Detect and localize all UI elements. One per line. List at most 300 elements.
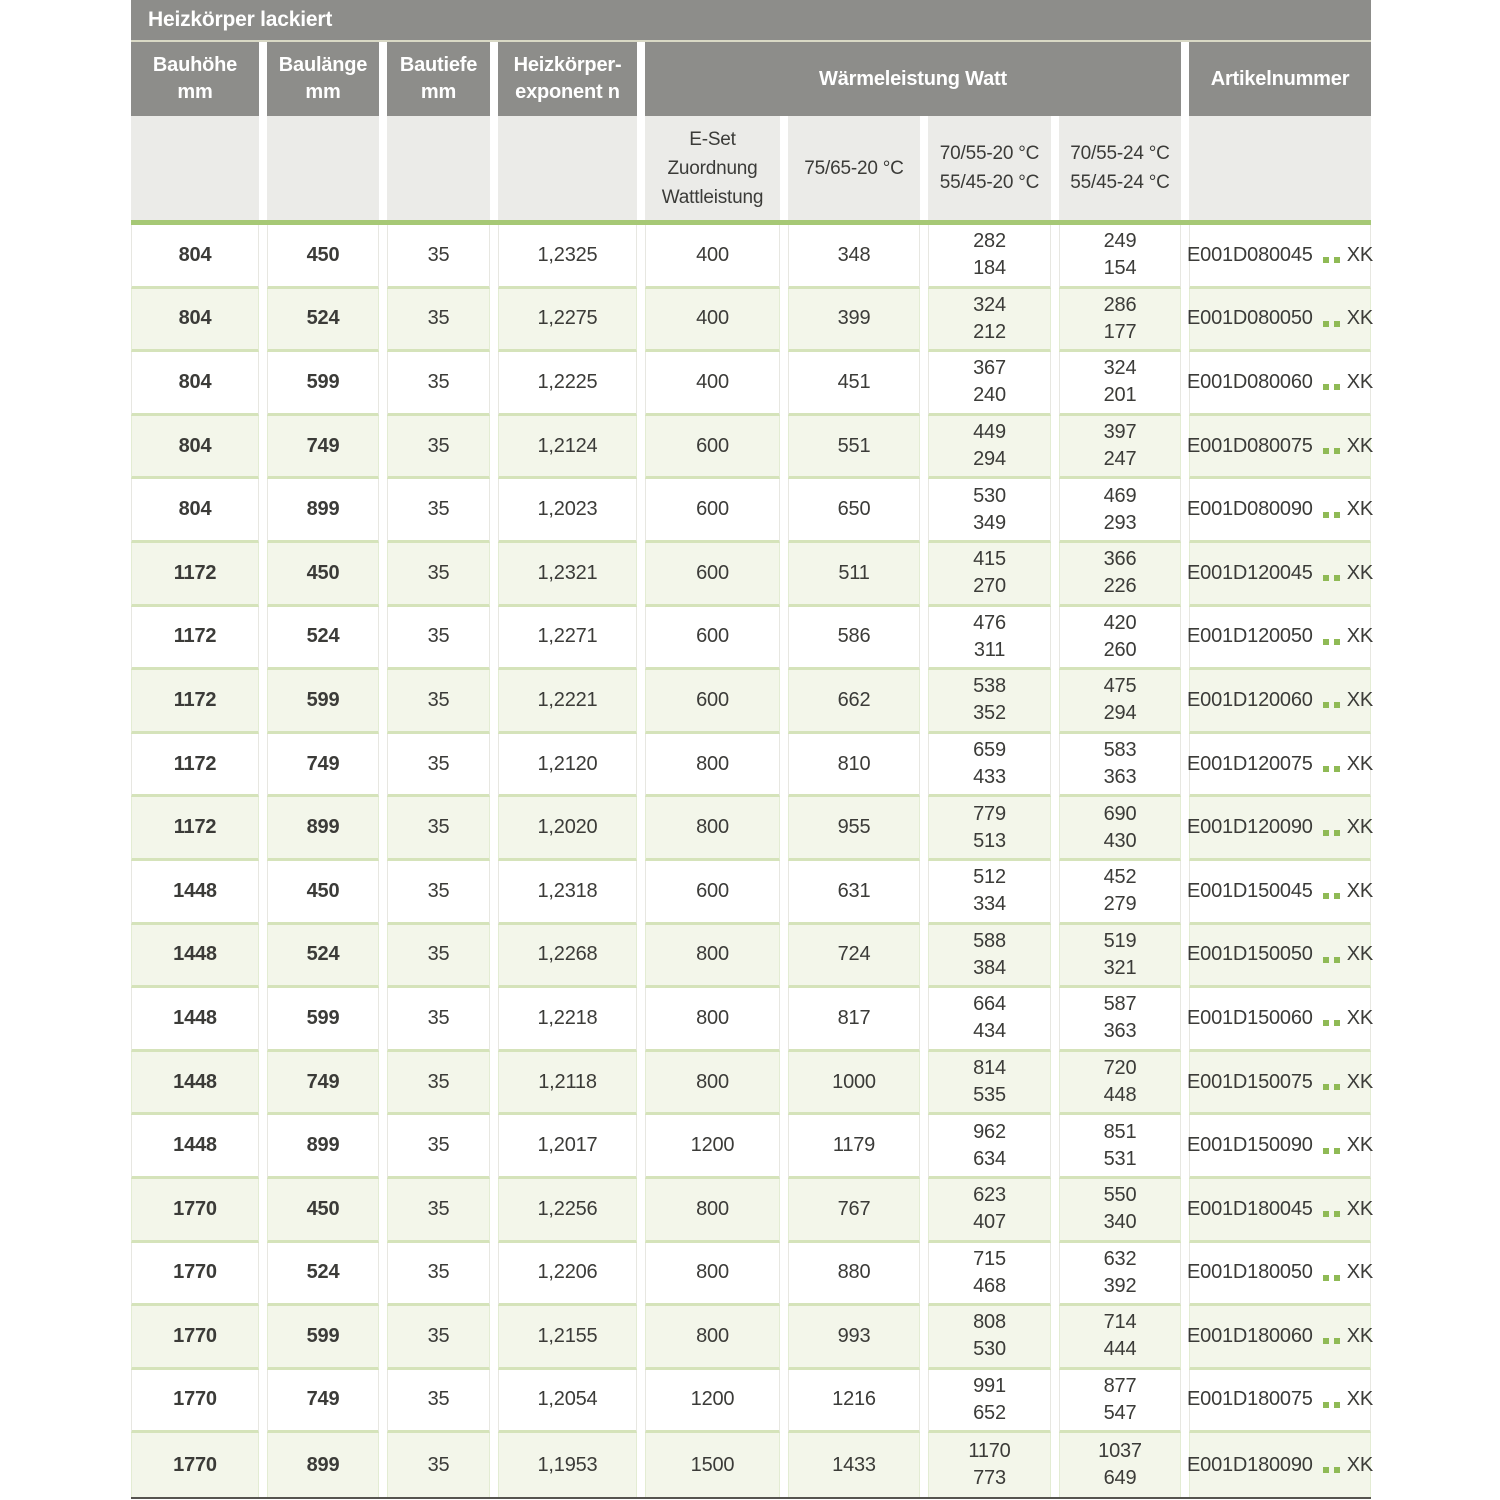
cell-watt-7055-20-hi: 715 xyxy=(973,1247,1006,1270)
cell-bautiefe: 35 xyxy=(387,670,490,734)
artikel-suffix: XK xyxy=(1346,943,1373,966)
cell-artikelnummer xyxy=(1189,225,1371,289)
cell-watt-7565: 880 xyxy=(788,1243,920,1307)
cell-bautiefe: 35 xyxy=(387,1243,490,1307)
cell-watt-7055-24-hi: 587 xyxy=(1103,993,1137,1016)
table-row xyxy=(131,479,1371,543)
cell-watt-7055-20-lo: 334 xyxy=(973,893,1006,916)
cell-baulaenge: 524 xyxy=(267,925,379,989)
cell-bautiefe: 35 xyxy=(387,352,490,416)
cell-watt-7055-24-hi: 249 xyxy=(1103,230,1137,253)
cell-bauhoehe: 1448 xyxy=(131,861,259,925)
cell-artikelnummer xyxy=(1189,1306,1371,1370)
cell-watt-7055-20-lo: 352 xyxy=(973,702,1006,725)
cell-watt-7055-24 xyxy=(1059,1179,1181,1243)
subheader-empty-bautiefe xyxy=(387,116,490,220)
placeholder-dots-icon xyxy=(1323,957,1340,963)
artikel-suffix: XK xyxy=(1346,879,1373,902)
cell-eset-wattleistung: 400 xyxy=(645,352,780,416)
cell-watt-7055-24-hi: 475 xyxy=(1103,675,1137,698)
artikel-code: E001D080090 xyxy=(1187,498,1313,521)
header-bauhoehe-line1: Bauhöhe xyxy=(152,54,238,76)
cell-watt-7055-24-lo: 430 xyxy=(1103,829,1137,852)
table-row xyxy=(131,289,1371,353)
subheader-eset xyxy=(645,116,780,220)
cell-watt-7055-24 xyxy=(1059,861,1181,925)
cell-eset-wattleistung: 800 xyxy=(645,734,780,798)
cell-baulaenge: 450 xyxy=(267,861,379,925)
cell-exponent: 1,2155 xyxy=(498,1306,637,1370)
cell-bautiefe: 35 xyxy=(387,1433,490,1497)
cell-watt-7055-24 xyxy=(1059,734,1181,798)
cell-watt-7055-20-hi: 512 xyxy=(973,866,1006,889)
cell-exponent: 1,2218 xyxy=(498,988,637,1052)
cell-watt-7055-20-hi: 1170 xyxy=(968,1440,1011,1463)
cell-watt-7055-20-hi: 449 xyxy=(973,421,1006,444)
cell-exponent: 1,2318 xyxy=(498,861,637,925)
placeholder-dots-icon xyxy=(1323,1084,1340,1090)
table-row xyxy=(131,543,1371,607)
artikel-code: E001D150090 xyxy=(1187,1134,1313,1157)
table-row xyxy=(131,225,1371,289)
placeholder-dots-icon xyxy=(1323,257,1340,263)
cell-bauhoehe: 1448 xyxy=(131,925,259,989)
artikel-code: E001D150060 xyxy=(1187,1006,1313,1029)
placeholder-dots-icon xyxy=(1323,1148,1340,1154)
cell-watt-7055-20 xyxy=(928,225,1051,289)
cell-watt-7055-20-lo: 349 xyxy=(973,511,1006,534)
header-bauhoehe-line2: mm xyxy=(177,81,213,103)
placeholder-dots-icon xyxy=(1323,1338,1340,1344)
cell-watt-7055-24-hi: 397 xyxy=(1103,421,1137,444)
placeholder-dots-icon xyxy=(1323,512,1340,518)
subheader-7055-24-line1: 70/55-24 °C xyxy=(1070,143,1170,164)
cell-watt-7055-24 xyxy=(1059,1306,1181,1370)
cell-baulaenge: 749 xyxy=(267,1052,379,1116)
table-row xyxy=(131,925,1371,989)
placeholder-dots-icon xyxy=(1323,448,1340,454)
cell-watt-7055-20-lo: 212 xyxy=(973,320,1006,343)
cell-watt-7055-20-hi: 324 xyxy=(973,293,1006,316)
artikel-suffix: XK xyxy=(1346,625,1373,648)
cell-artikelnummer xyxy=(1189,543,1371,607)
cell-watt-7055-24 xyxy=(1059,988,1181,1052)
table-row xyxy=(131,670,1371,734)
cell-bauhoehe: 1172 xyxy=(131,734,259,798)
cell-baulaenge: 450 xyxy=(267,1179,379,1243)
cell-watt-7055-24 xyxy=(1059,797,1181,861)
cell-artikelnummer xyxy=(1189,797,1371,861)
cell-watt-7055-20 xyxy=(928,925,1051,989)
cell-watt-7055-20-lo: 773 xyxy=(973,1467,1006,1490)
cell-watt-7055-20 xyxy=(928,1243,1051,1307)
cell-watt-7055-20-hi: 808 xyxy=(973,1311,1006,1334)
cell-bautiefe: 35 xyxy=(387,289,490,353)
cell-watt-7055-24 xyxy=(1059,479,1181,543)
cell-eset-wattleistung: 600 xyxy=(645,543,780,607)
cell-watt-7055-20-hi: 282 xyxy=(973,230,1006,253)
header-waermeleistung-group xyxy=(645,42,1181,116)
cell-watt-7055-24-lo: 444 xyxy=(1103,1338,1137,1361)
table-row xyxy=(131,797,1371,861)
cell-watt-7565: 1000 xyxy=(788,1052,920,1116)
cell-artikelnummer xyxy=(1189,988,1371,1052)
cell-watt-7055-20-hi: 415 xyxy=(973,548,1006,571)
cell-eset-wattleistung: 400 xyxy=(645,225,780,289)
cell-watt-7055-20 xyxy=(928,988,1051,1052)
subheader-empty-bauhoehe xyxy=(131,116,259,220)
cell-watt-7055-20-lo: 652 xyxy=(973,1401,1006,1424)
cell-watt-7055-20 xyxy=(928,289,1051,353)
artikel-code: E001D120075 xyxy=(1187,752,1313,775)
artikel-code: E001D080045 xyxy=(1187,243,1313,266)
cell-watt-7055-20 xyxy=(928,479,1051,543)
cell-watt-7565: 1216 xyxy=(788,1370,920,1434)
table-title: Heizkörper lackiert xyxy=(148,8,333,31)
artikel-suffix: XK xyxy=(1346,688,1373,711)
cell-eset-wattleistung: 800 xyxy=(645,1179,780,1243)
cell-baulaenge: 599 xyxy=(267,1306,379,1370)
cell-eset-wattleistung: 1200 xyxy=(645,1370,780,1434)
cell-watt-7055-20-lo: 535 xyxy=(973,1084,1006,1107)
header-bautiefe-line1: Bautiefe xyxy=(399,54,478,76)
cell-bautiefe: 35 xyxy=(387,861,490,925)
cell-watt-7055-20 xyxy=(928,352,1051,416)
cell-watt-7055-24-lo: 293 xyxy=(1103,511,1137,534)
cell-baulaenge: 899 xyxy=(267,1433,379,1497)
cell-watt-7055-24-hi: 877 xyxy=(1103,1374,1137,1397)
header-exponent-line2: exponent n xyxy=(515,81,620,103)
cell-baulaenge: 599 xyxy=(267,352,379,416)
placeholder-dots-icon xyxy=(1323,321,1340,327)
cell-bauhoehe: 1172 xyxy=(131,607,259,671)
cell-watt-7055-24-hi: 851 xyxy=(1103,1120,1137,1143)
cell-watt-7565: 955 xyxy=(788,797,920,861)
cell-watt-7055-20-lo: 184 xyxy=(973,257,1006,280)
cell-watt-7055-20-lo: 434 xyxy=(973,1020,1006,1043)
cell-eset-wattleistung: 600 xyxy=(645,416,780,480)
cell-watt-7565: 662 xyxy=(788,670,920,734)
cell-watt-7055-20-lo: 407 xyxy=(973,1211,1006,1234)
header-exponent-line1: Heizkörper- xyxy=(513,54,622,76)
cell-watt-7055-24-hi: 286 xyxy=(1103,293,1137,316)
cell-artikelnummer xyxy=(1189,1179,1371,1243)
subheader-empty-baulaenge xyxy=(267,116,379,220)
cell-watt-7055-24-lo: 340 xyxy=(1103,1211,1137,1234)
cell-watt-7055-24-hi: 324 xyxy=(1103,357,1137,380)
header-row xyxy=(131,42,1371,116)
cell-exponent: 1,2206 xyxy=(498,1243,637,1307)
artikel-suffix: XK xyxy=(1346,1006,1373,1029)
table-row xyxy=(131,1370,1371,1434)
cell-watt-7055-20 xyxy=(928,416,1051,480)
placeholder-dots-icon xyxy=(1323,702,1340,708)
cell-watt-7055-24-hi: 690 xyxy=(1103,802,1137,825)
cell-exponent: 1,1953 xyxy=(498,1433,637,1497)
cell-watt-7565: 724 xyxy=(788,925,920,989)
cell-bautiefe: 35 xyxy=(387,1179,490,1243)
cell-watt-7055-20-lo: 468 xyxy=(973,1274,1006,1297)
cell-artikelnummer xyxy=(1189,1370,1371,1434)
cell-artikelnummer xyxy=(1189,1243,1371,1307)
artikel-code: E001D180045 xyxy=(1187,1197,1313,1220)
cell-bautiefe: 35 xyxy=(387,607,490,671)
cell-watt-7055-24-hi: 632 xyxy=(1103,1247,1137,1270)
cell-watt-7055-24-hi: 469 xyxy=(1103,484,1137,507)
cell-watt-7055-20-lo: 311 xyxy=(973,638,1006,661)
cell-exponent: 1,2221 xyxy=(498,670,637,734)
cell-watt-7055-24-lo: 260 xyxy=(1103,638,1137,661)
cell-watt-7055-24-lo: 321 xyxy=(1103,956,1137,979)
cell-watt-7055-24-hi: 714 xyxy=(1103,1311,1137,1334)
cell-eset-wattleistung: 600 xyxy=(645,670,780,734)
artikel-code: E001D080050 xyxy=(1187,307,1313,330)
cell-watt-7055-24 xyxy=(1059,607,1181,671)
cell-watt-7055-20-lo: 294 xyxy=(973,448,1006,471)
subheader-eset-line2: Zuordnung xyxy=(667,157,758,179)
cell-exponent: 1,2225 xyxy=(498,352,637,416)
artikel-suffix: XK xyxy=(1346,498,1373,521)
header-bautiefe xyxy=(387,42,490,116)
artikel-code: E001D120060 xyxy=(1187,688,1313,711)
cell-baulaenge: 524 xyxy=(267,1243,379,1307)
cell-artikelnummer xyxy=(1189,352,1371,416)
placeholder-dots-icon xyxy=(1323,1402,1340,1408)
cell-watt-7055-20 xyxy=(928,1179,1051,1243)
cell-watt-7055-20-hi: 530 xyxy=(973,484,1006,507)
cell-watt-7055-24-hi: 420 xyxy=(1103,611,1137,634)
cell-watt-7055-20 xyxy=(928,734,1051,798)
artikel-code: E001D180060 xyxy=(1187,1324,1313,1347)
cell-artikelnummer xyxy=(1189,861,1371,925)
cell-bauhoehe: 1770 xyxy=(131,1179,259,1243)
cell-watt-7055-24-lo: 363 xyxy=(1103,1020,1137,1043)
cell-watt-7055-24-lo: 448 xyxy=(1103,1084,1137,1107)
cell-eset-wattleistung: 800 xyxy=(645,1052,780,1116)
artikel-suffix: XK xyxy=(1346,1388,1373,1411)
cell-bautiefe: 35 xyxy=(387,925,490,989)
cell-bauhoehe: 1770 xyxy=(131,1306,259,1370)
artikel-code: E001D120050 xyxy=(1187,625,1313,648)
placeholder-dots-icon xyxy=(1323,830,1340,836)
subheader-7055-20 xyxy=(928,116,1051,220)
cell-watt-7055-20 xyxy=(928,861,1051,925)
cell-bauhoehe: 1770 xyxy=(131,1370,259,1434)
cell-watt-7055-24-lo: 547 xyxy=(1103,1401,1137,1424)
table-row xyxy=(131,1433,1371,1497)
cell-watt-7565: 993 xyxy=(788,1306,920,1370)
cell-artikelnummer xyxy=(1189,479,1371,543)
subheader-empty-exponent xyxy=(498,116,637,220)
header-artikelnummer-label: Artikelnummer xyxy=(1210,67,1350,90)
cell-baulaenge: 599 xyxy=(267,670,379,734)
cell-watt-7055-20 xyxy=(928,1306,1051,1370)
cell-artikelnummer xyxy=(1189,607,1371,671)
cell-eset-wattleistung: 800 xyxy=(645,988,780,1052)
cell-exponent: 1,2023 xyxy=(498,479,637,543)
cell-artikelnummer xyxy=(1189,1433,1371,1497)
cell-bautiefe: 35 xyxy=(387,543,490,607)
placeholder-dots-icon xyxy=(1323,639,1340,645)
artikel-code: E001D150050 xyxy=(1187,943,1313,966)
cell-watt-7055-24 xyxy=(1059,925,1181,989)
cell-watt-7565: 511 xyxy=(788,543,920,607)
cell-bauhoehe: 804 xyxy=(131,225,259,289)
artikel-suffix: XK xyxy=(1346,816,1373,839)
cell-watt-7055-24-lo: 649 xyxy=(1103,1467,1137,1490)
artikel-suffix: XK xyxy=(1346,1324,1373,1347)
cell-watt-7055-20 xyxy=(928,607,1051,671)
cell-watt-7055-20-hi: 367 xyxy=(973,357,1006,380)
cell-baulaenge: 899 xyxy=(267,797,379,861)
subheader-row xyxy=(131,116,1371,220)
cell-watt-7055-20 xyxy=(928,670,1051,734)
cell-exponent: 1,2020 xyxy=(498,797,637,861)
cell-watt-7055-24-hi: 452 xyxy=(1103,866,1137,889)
cell-watt-7055-20-hi: 623 xyxy=(973,1184,1006,1207)
placeholder-dots-icon xyxy=(1323,1275,1340,1281)
table-row xyxy=(131,1306,1371,1370)
cell-watt-7055-20-hi: 814 xyxy=(973,1057,1006,1080)
cell-watt-7055-20-hi: 659 xyxy=(973,739,1006,762)
cell-baulaenge: 524 xyxy=(267,289,379,353)
header-bautiefe-line2: mm xyxy=(420,81,457,103)
cell-watt-7055-24-hi: 366 xyxy=(1103,548,1137,571)
cell-bauhoehe: 1448 xyxy=(131,1052,259,1116)
cell-watt-7055-20-hi: 476 xyxy=(973,611,1006,634)
cell-watt-7055-20-hi: 962 xyxy=(973,1120,1006,1143)
table-row xyxy=(131,734,1371,798)
cell-watt-7055-24 xyxy=(1059,543,1181,607)
subheader-7055-20-line1: 70/55-20 °C xyxy=(939,143,1040,164)
cell-watt-7055-24-hi: 519 xyxy=(1103,929,1137,952)
table-row xyxy=(131,988,1371,1052)
cell-artikelnummer xyxy=(1189,1052,1371,1116)
cell-bauhoehe: 1770 xyxy=(131,1433,259,1497)
cell-watt-7055-20-hi: 664 xyxy=(973,993,1006,1016)
artikel-suffix: XK xyxy=(1346,1261,1373,1284)
cell-watt-7055-20-lo: 384 xyxy=(973,956,1006,979)
cell-bautiefe: 35 xyxy=(387,416,490,480)
artikel-code: E001D150045 xyxy=(1187,879,1313,902)
cell-watt-7055-20-lo: 513 xyxy=(973,829,1006,852)
placeholder-dots-icon xyxy=(1323,1211,1340,1217)
cell-artikelnummer xyxy=(1189,416,1371,480)
cell-artikelnummer xyxy=(1189,925,1371,989)
subheader-7055-24 xyxy=(1059,116,1181,220)
placeholder-dots-icon xyxy=(1323,1467,1340,1473)
cell-watt-7055-24-hi: 720 xyxy=(1103,1057,1137,1080)
cell-artikelnummer xyxy=(1189,289,1371,353)
subheader-7565-label: 75/65-20 °C xyxy=(804,157,904,179)
artikel-code: E001D150075 xyxy=(1187,1070,1313,1093)
cell-watt-7055-24-lo: 177 xyxy=(1103,320,1137,343)
cell-exponent: 1,2321 xyxy=(498,543,637,607)
table-row xyxy=(131,352,1371,416)
cell-watt-7055-24-lo: 247 xyxy=(1103,448,1137,471)
cell-watt-7055-20-hi: 991 xyxy=(973,1374,1006,1397)
table-row xyxy=(131,607,1371,671)
artikel-suffix: XK xyxy=(1346,243,1373,266)
cell-watt-7055-20-lo: 240 xyxy=(973,384,1006,407)
cell-watt-7055-24-hi: 550 xyxy=(1103,1184,1137,1207)
cell-watt-7565: 1179 xyxy=(788,1115,920,1179)
cell-artikelnummer xyxy=(1189,670,1371,734)
cell-exponent: 1,2271 xyxy=(498,607,637,671)
cell-watt-7055-24-lo: 226 xyxy=(1103,575,1137,598)
cell-watt-7055-24 xyxy=(1059,416,1181,480)
cell-bautiefe: 35 xyxy=(387,1370,490,1434)
cell-watt-7565: 551 xyxy=(788,416,920,480)
cell-watt-7055-24-hi: 583 xyxy=(1103,739,1137,762)
artikel-suffix: XK xyxy=(1346,1453,1373,1476)
artikel-code: E001D180050 xyxy=(1187,1261,1313,1284)
cell-eset-wattleistung: 1500 xyxy=(645,1433,780,1497)
table-row xyxy=(131,1052,1371,1116)
artikel-suffix: XK xyxy=(1346,561,1373,584)
cell-watt-7055-20-hi: 588 xyxy=(973,929,1006,952)
artikel-code: E001D180075 xyxy=(1187,1388,1313,1411)
table-row xyxy=(131,416,1371,480)
cell-watt-7055-24-lo: 279 xyxy=(1103,893,1137,916)
cell-watt-7055-20 xyxy=(928,1433,1051,1497)
cell-exponent: 1,2017 xyxy=(498,1115,637,1179)
cell-bautiefe: 35 xyxy=(387,225,490,289)
cell-bauhoehe: 1448 xyxy=(131,1115,259,1179)
cell-watt-7565: 348 xyxy=(788,225,920,289)
cell-bauhoehe: 804 xyxy=(131,289,259,353)
cell-watt-7055-24-lo: 531 xyxy=(1103,1147,1137,1170)
cell-bauhoehe: 1770 xyxy=(131,1243,259,1307)
table-row xyxy=(131,1243,1371,1307)
cell-eset-wattleistung: 600 xyxy=(645,861,780,925)
subheader-7565 xyxy=(788,116,920,220)
cell-watt-7565: 399 xyxy=(788,289,920,353)
cell-watt-7055-20-hi: 779 xyxy=(973,802,1006,825)
cell-baulaenge: 599 xyxy=(267,988,379,1052)
cell-eset-wattleistung: 400 xyxy=(645,289,780,353)
artikel-suffix: XK xyxy=(1346,370,1373,393)
table-row xyxy=(131,861,1371,925)
header-artikelnummer xyxy=(1189,42,1371,116)
cell-watt-7565: 650 xyxy=(788,479,920,543)
cell-watt-7055-20-lo: 530 xyxy=(973,1338,1006,1361)
header-baulaenge-line1: Baulänge xyxy=(278,54,368,76)
cell-watt-7055-24-hi: 1037 xyxy=(1098,1440,1142,1463)
cell-baulaenge: 450 xyxy=(267,543,379,607)
cell-baulaenge: 450 xyxy=(267,225,379,289)
cell-exponent: 1,2118 xyxy=(498,1052,637,1116)
cell-bautiefe: 35 xyxy=(387,734,490,798)
cell-bauhoehe: 804 xyxy=(131,416,259,480)
cell-bautiefe: 35 xyxy=(387,797,490,861)
cell-bauhoehe: 1172 xyxy=(131,797,259,861)
artikel-code: E001D120045 xyxy=(1187,561,1313,584)
header-baulaenge-line2: mm xyxy=(305,81,341,103)
cell-watt-7055-20 xyxy=(928,1115,1051,1179)
cell-baulaenge: 899 xyxy=(267,479,379,543)
subheader-empty-artikelnummer xyxy=(1189,116,1371,220)
cell-watt-7055-24 xyxy=(1059,1370,1181,1434)
cell-watt-7055-20 xyxy=(928,543,1051,607)
cell-bautiefe: 35 xyxy=(387,1052,490,1116)
cell-watt-7055-24 xyxy=(1059,352,1181,416)
radiator-spec-table xyxy=(131,0,1371,1499)
table-title-bar xyxy=(131,0,1371,40)
cell-bauhoehe: 1448 xyxy=(131,988,259,1052)
artikel-suffix: XK xyxy=(1346,1070,1373,1093)
cell-watt-7055-20 xyxy=(928,797,1051,861)
